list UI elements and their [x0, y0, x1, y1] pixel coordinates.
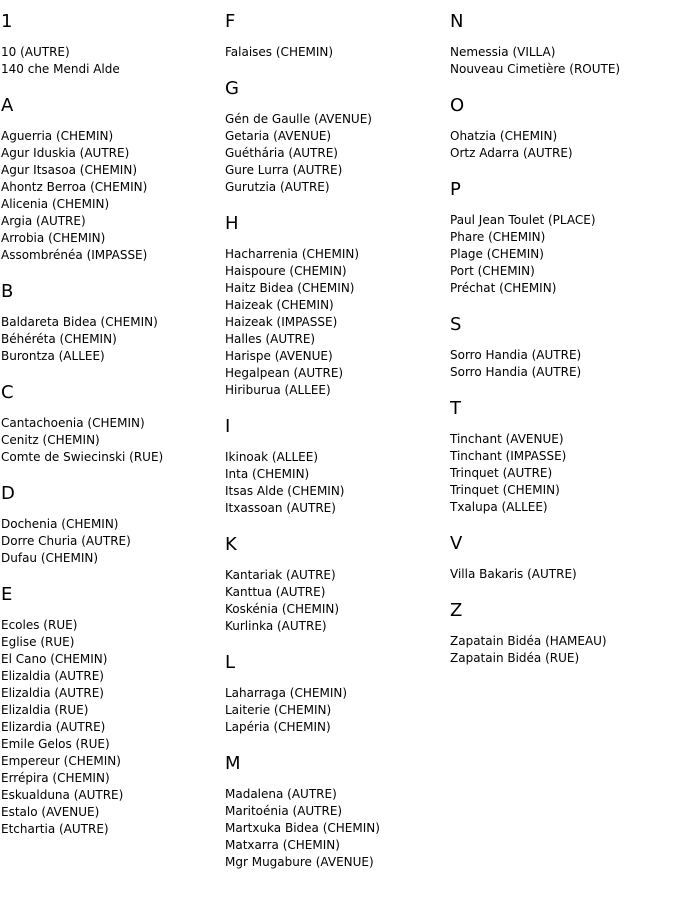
- street-entry: 10 (AUTRE): [1, 45, 70, 59]
- street-entry: Dochenia (CHEMIN): [1, 517, 119, 531]
- street-entry: Eglise (RUE): [1, 635, 75, 649]
- street-entry: Haitz Bidea (CHEMIN): [225, 281, 355, 295]
- street-entry: Kantariak (AUTRE): [225, 568, 336, 582]
- street-entry: Hiriburua (ALLEE): [225, 383, 331, 397]
- letter-heading: G: [225, 78, 239, 99]
- street-list: [225, 111, 447, 196]
- street-entry: Haispoure (CHEMIN): [225, 264, 347, 278]
- street-entry: Béhéréta (CHEMIN): [1, 332, 117, 346]
- letter-section: [450, 96, 672, 162]
- street-entry: Arrobia (CHEMIN): [1, 231, 106, 245]
- letter-heading: Z: [450, 600, 463, 621]
- letter-heading: P: [450, 179, 461, 200]
- street-entry: Madalena (AUTRE): [225, 787, 337, 801]
- letter-section: [225, 12, 447, 61]
- street-entry: Ecoles (RUE): [1, 618, 78, 632]
- street-entry: Itxassoan (AUTRE): [225, 501, 336, 515]
- street-entry: Laiterie (CHEMIN): [225, 703, 332, 717]
- letter-heading: H: [225, 213, 239, 234]
- letter-section: [1, 383, 223, 466]
- street-entry: Kanttua (AUTRE): [225, 585, 326, 599]
- street-entry: Nouveau Cimetière (ROUTE): [450, 62, 621, 76]
- street-entry: Maritoénia (AUTRE): [225, 804, 343, 818]
- street-entry: Zapatain Bidéa (HAMEAU): [450, 634, 607, 648]
- street-entry: Empereur (CHEMIN): [1, 754, 121, 768]
- street-entry: 140 che Mendi Alde: [1, 62, 120, 76]
- street-entry: Errépira (CHEMIN): [1, 771, 110, 785]
- street-entry: Zapatain Bidéa (RUE): [450, 651, 580, 665]
- street-entry: Cantachoenia (CHEMIN): [1, 416, 145, 430]
- index-column-2: [225, 12, 447, 889]
- letter-heading: 1: [1, 11, 13, 32]
- street-entry: Gén de Gaulle (AVENUE): [225, 112, 372, 126]
- street-entry: Sorro Handia (AUTRE): [450, 348, 582, 362]
- street-index: [0, 12, 675, 917]
- street-list: [1, 415, 223, 466]
- street-entry: Alicenia (CHEMIN): [1, 197, 110, 211]
- street-entry: Elizaldia (AUTRE): [1, 686, 104, 700]
- street-entry: Burontza (ALLEE): [1, 349, 105, 363]
- letter-section: [225, 653, 447, 736]
- street-entry: Mgr Mugabure (AVENUE): [225, 855, 374, 869]
- street-entry: Hacharrenia (CHEMIN): [225, 247, 360, 261]
- street-list: [450, 212, 672, 297]
- letter-section: [450, 399, 672, 516]
- street-entry: Paul Jean Toulet (PLACE): [450, 213, 596, 227]
- street-entry: Agur Iduskia (AUTRE): [1, 146, 130, 160]
- street-list: [225, 44, 447, 61]
- street-list: [450, 431, 672, 516]
- street-list: [450, 566, 672, 583]
- street-entry: Plage (CHEMIN): [450, 247, 544, 261]
- street-entry: Martxuka Bidea (CHEMIN): [225, 821, 380, 835]
- letter-heading: D: [1, 483, 15, 504]
- street-entry: Getaria (AVENUE): [225, 129, 332, 143]
- street-entry: Villa Bakaris (AUTRE): [450, 567, 577, 581]
- street-entry: Comte de Swiecinski (RUE): [1, 450, 164, 464]
- street-list: [225, 449, 447, 517]
- street-entry: Dufau (CHEMIN): [1, 551, 99, 565]
- letter-heading: B: [1, 281, 14, 302]
- street-entry: Port (CHEMIN): [450, 264, 535, 278]
- index-column-3: [450, 12, 672, 685]
- letter-section: [450, 601, 672, 667]
- street-entry: Agur Itsasoa (CHEMIN): [1, 163, 138, 177]
- street-entry: Aguerria (CHEMIN): [1, 129, 114, 143]
- street-entry: Inta (CHEMIN): [225, 467, 310, 481]
- street-entry: Falaises (CHEMIN): [225, 45, 334, 59]
- letter-section: [225, 214, 447, 399]
- street-entry: El Cano (CHEMIN): [1, 652, 108, 666]
- letter-heading: T: [450, 398, 461, 419]
- street-entry: Gure Lurra (AUTRE): [225, 163, 343, 177]
- street-entry: Guéthária (AUTRE): [225, 146, 338, 160]
- index-column-1: [1, 12, 223, 856]
- street-entry: Argia (AUTRE): [1, 214, 86, 228]
- street-list: [1, 617, 223, 838]
- street-entry: Ahontz Berroa (CHEMIN): [1, 180, 148, 194]
- street-entry: Matxarra (CHEMIN): [225, 838, 340, 852]
- letter-section: [450, 315, 672, 381]
- street-list: [1, 516, 223, 567]
- street-entry: Tinchant (AVENUE): [450, 432, 564, 446]
- letter-heading: M: [225, 753, 241, 774]
- street-entry: Ikinoak (ALLEE): [225, 450, 318, 464]
- letter-heading: A: [1, 95, 14, 116]
- street-entry: Elizaldia (AUTRE): [1, 669, 104, 683]
- letter-section: [1, 12, 223, 78]
- letter-section: [225, 79, 447, 196]
- street-entry: Gurutzia (AUTRE): [225, 180, 330, 194]
- letter-section: [1, 282, 223, 365]
- street-list: [450, 633, 672, 667]
- letter-heading: N: [450, 11, 464, 32]
- street-entry: Cenitz (CHEMIN): [1, 433, 100, 447]
- street-list: [450, 347, 672, 381]
- street-list: [450, 44, 672, 78]
- street-entry: Eskualduna (AUTRE): [1, 788, 124, 802]
- street-entry: Txalupa (ALLEE): [450, 500, 548, 514]
- street-entry: Hegalpean (AUTRE): [225, 366, 344, 380]
- letter-heading: L: [225, 652, 236, 673]
- street-entry: Elizardia (AUTRE): [1, 720, 106, 734]
- street-list: [1, 314, 223, 365]
- letter-section: [450, 534, 672, 583]
- letter-heading: V: [450, 533, 463, 554]
- letter-section: [450, 180, 672, 297]
- street-entry: Itsas Alde (CHEMIN): [225, 484, 345, 498]
- street-entry: Harispe (AVENUE): [225, 349, 333, 363]
- letter-section: [225, 754, 447, 871]
- street-entry: Phare (CHEMIN): [450, 230, 546, 244]
- letter-heading: F: [225, 11, 236, 32]
- street-entry: Lapéria (CHEMIN): [225, 720, 331, 734]
- street-entry: Haizeak (IMPASSE): [225, 315, 338, 329]
- street-entry: Halles (AUTRE): [225, 332, 316, 346]
- letter-heading: O: [450, 95, 465, 116]
- street-entry: Tinchant (IMPASSE): [450, 449, 567, 463]
- letter-heading: S: [450, 314, 462, 335]
- street-entry: Assombrénéa (IMPASSE): [1, 248, 148, 262]
- street-list: [1, 128, 223, 264]
- street-entry: Ohatzia (CHEMIN): [450, 129, 558, 143]
- letter-heading: K: [225, 534, 237, 555]
- street-entry: Baldareta Bidea (CHEMIN): [1, 315, 158, 329]
- street-list: [225, 246, 447, 399]
- street-entry: Nemessia (VILLA): [450, 45, 556, 59]
- letter-heading: C: [1, 382, 14, 403]
- letter-section: [450, 12, 672, 78]
- street-entry: Kurlinka (AUTRE): [225, 619, 327, 633]
- street-entry: Ortz Adarra (AUTRE): [450, 146, 573, 160]
- street-entry: Elizaldia (RUE): [1, 703, 89, 717]
- letter-section: [1, 96, 223, 264]
- letter-section: [1, 585, 223, 838]
- street-entry: Préchat (CHEMIN): [450, 281, 557, 295]
- street-entry: Etchartia (AUTRE): [1, 822, 109, 836]
- street-entry: Trinquet (CHEMIN): [450, 483, 560, 497]
- street-entry: Haizeak (CHEMIN): [225, 298, 334, 312]
- street-entry: Trinquet (AUTRE): [450, 466, 553, 480]
- street-list: [1, 44, 223, 78]
- street-entry: Sorro Handia (AUTRE): [450, 365, 582, 379]
- street-entry: Emile Gelos (RUE): [1, 737, 110, 751]
- letter-section: [1, 484, 223, 567]
- street-list: [225, 685, 447, 736]
- street-entry: Estalo (AVENUE): [1, 805, 100, 819]
- letter-heading: I: [225, 416, 231, 437]
- street-entry: Laharraga (CHEMIN): [225, 686, 348, 700]
- street-list: [225, 786, 447, 871]
- street-list: [225, 567, 447, 635]
- street-entry: Dorre Churia (AUTRE): [1, 534, 131, 548]
- street-entry: Koskénia (CHEMIN): [225, 602, 340, 616]
- street-list: [450, 128, 672, 162]
- letter-section: [225, 535, 447, 635]
- letter-heading: E: [1, 584, 13, 605]
- letter-section: [225, 417, 447, 517]
